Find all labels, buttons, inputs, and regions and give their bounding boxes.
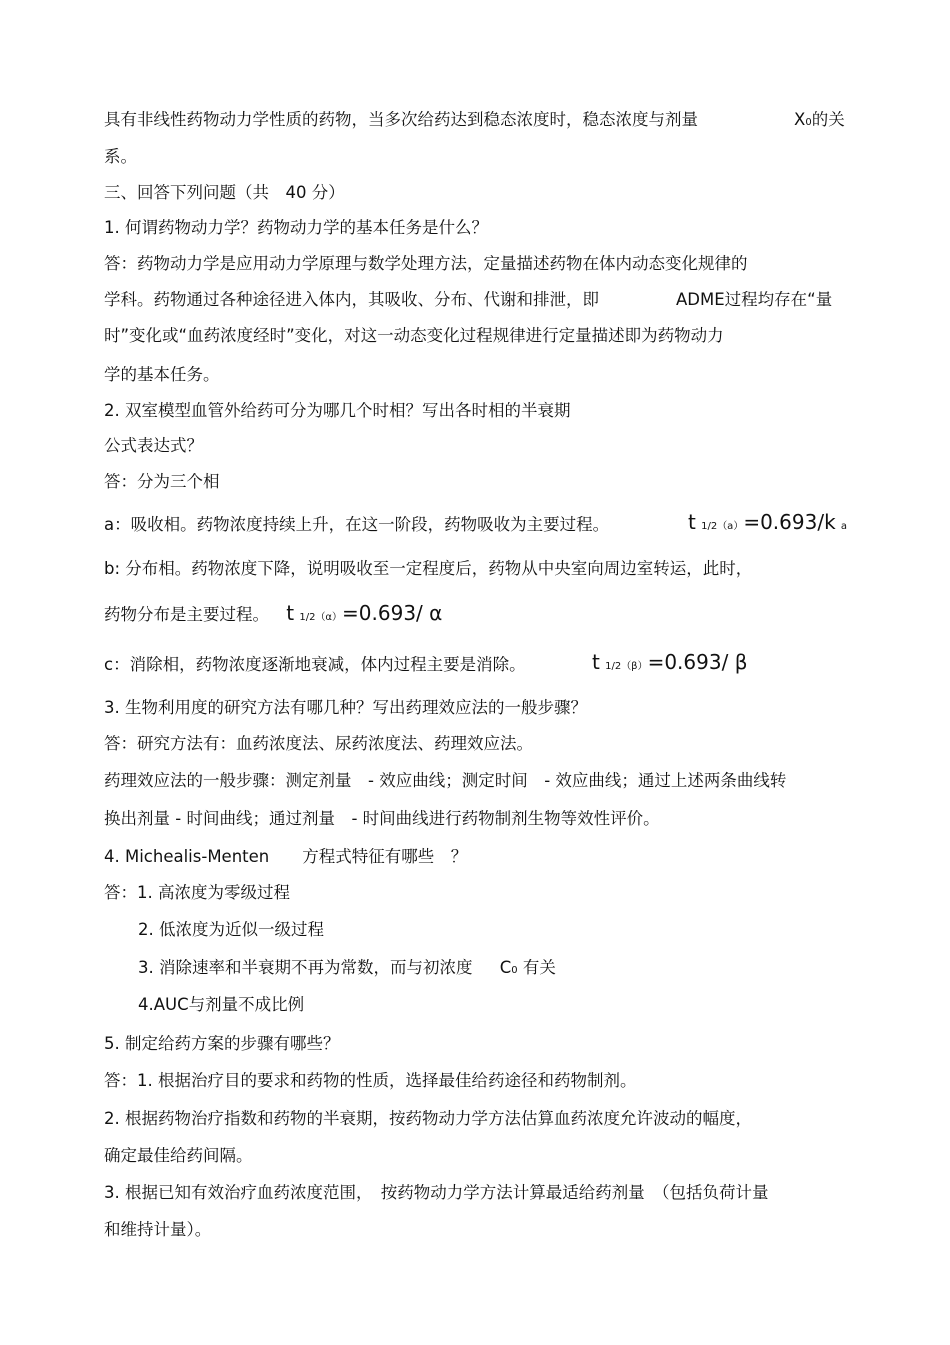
text-line: 2. 低浓度为近似一级过程 bbox=[138, 920, 324, 939]
text-line bbox=[104, 650, 748, 675]
text-line: 学的基本任务。 bbox=[104, 365, 220, 384]
formula-distribution: t 1/2（α）=0.693/ α bbox=[286, 601, 443, 625]
text-line: 换出剂量 - 时间曲线；通过剂量 - 时间曲线进行药物制剂生物等效性评价。 bbox=[104, 809, 660, 828]
text-line: b: 分布相。药物浓度下降，说明吸收至一定程度后，药物从中央室向周边室转运，此时， bbox=[104, 559, 753, 578]
formula-absorption: t 1/2（a）=0.693/k a bbox=[688, 510, 848, 534]
text-line: 和维持计量）。 bbox=[104, 1220, 212, 1239]
text-segment: 学科。药物通过各种途径进入体内，其吸收、分布、代谢和排泄，即 bbox=[104, 290, 599, 309]
text-line: 答：1. 根据治疗目的要求和药物的性质，选择最佳给药途径和药物制剂。 bbox=[104, 1071, 637, 1090]
question-4: 4. Michealis-Menten 方程式特征有哪些 ？ bbox=[104, 847, 468, 866]
text-line: 4.AUC与剂量不成比例 bbox=[138, 995, 305, 1014]
question-5: 5. 制定给药方案的步骤有哪些？ bbox=[104, 1034, 340, 1053]
section-heading: 三、回答下列问题（共 40 分） bbox=[104, 183, 345, 202]
question-3: 3. 生物利用度的研究方法有哪几种？写出药理效应法的一般步骤？ bbox=[104, 698, 587, 717]
text-line bbox=[104, 110, 845, 130]
text-line: 药理效应法的一般步骤：测定剂量 - 效应曲线；测定时间 - 效应曲线；通过上述两条曲线转 bbox=[104, 771, 787, 790]
question-2: 2. 双室模型血管外给药可分为哪几个时相？写出各时相的半衰期 bbox=[104, 401, 571, 420]
text-line: 答：分为三个相 bbox=[104, 472, 220, 491]
text-line: 答：1. 高浓度为零级过程 bbox=[104, 883, 290, 902]
variable-x0: X0的关 bbox=[794, 110, 845, 129]
formula-elimination: t 1/2（β）=0.693/ β bbox=[592, 650, 748, 674]
text-line bbox=[138, 958, 556, 981]
text-line: 答：药物动力学是应用动力学原理与数学处理方法，定量描述药物在体内动态变化规律的 bbox=[104, 254, 748, 273]
text-segment: 具有非线性药物动力学性质的药物，当多次给药达到稳态浓度时，稳态浓度与剂量 bbox=[104, 110, 698, 129]
text-segment: 3. 消除速率和半衰期不再为常数，而与初浓度 bbox=[138, 958, 473, 977]
text-segment: 药物分布是主要过程。 bbox=[104, 605, 269, 624]
text-line: 时”变化或“血药浓度经时”变化，对这一动态变化过程规律进行定量描述即为药物动力 bbox=[104, 326, 724, 345]
text-line: 确定最佳给药间隔。 bbox=[104, 1146, 253, 1165]
text-segment: ADME过程均存在“量 bbox=[676, 290, 833, 309]
text-line: 系。 bbox=[104, 147, 137, 166]
text-line: 答：研究方法有：血药浓度法、尿药浓度法、药理效应法。 bbox=[104, 734, 533, 753]
question-1: 1. 何谓药物动力学？药物动力学的基本任务是什么？ bbox=[104, 218, 488, 237]
text-line: 2. 根据药物治疗指数和药物的半衰期，按药物动力学方法估算血药浓度允许波动的幅度， bbox=[104, 1109, 752, 1128]
text-line: 3. 根据已知有效治疗血药浓度范围， 按药物动力学方法计算最适给药剂量 （包括负荷计量 bbox=[104, 1183, 769, 1202]
text-line: 公式表达式？ bbox=[104, 436, 203, 455]
text-line bbox=[104, 603, 442, 628]
text-segment: c：消除相，药物浓度逐渐地衰减，体内过程主要是消除。 bbox=[104, 655, 526, 674]
text-segment: a：吸收相。药物浓度持续上升，在这一阶段，药物吸收为主要过程。 bbox=[104, 515, 610, 534]
text-line bbox=[104, 510, 848, 535]
variable-c0: C0 有关 bbox=[499, 958, 556, 977]
text-line bbox=[104, 290, 833, 310]
